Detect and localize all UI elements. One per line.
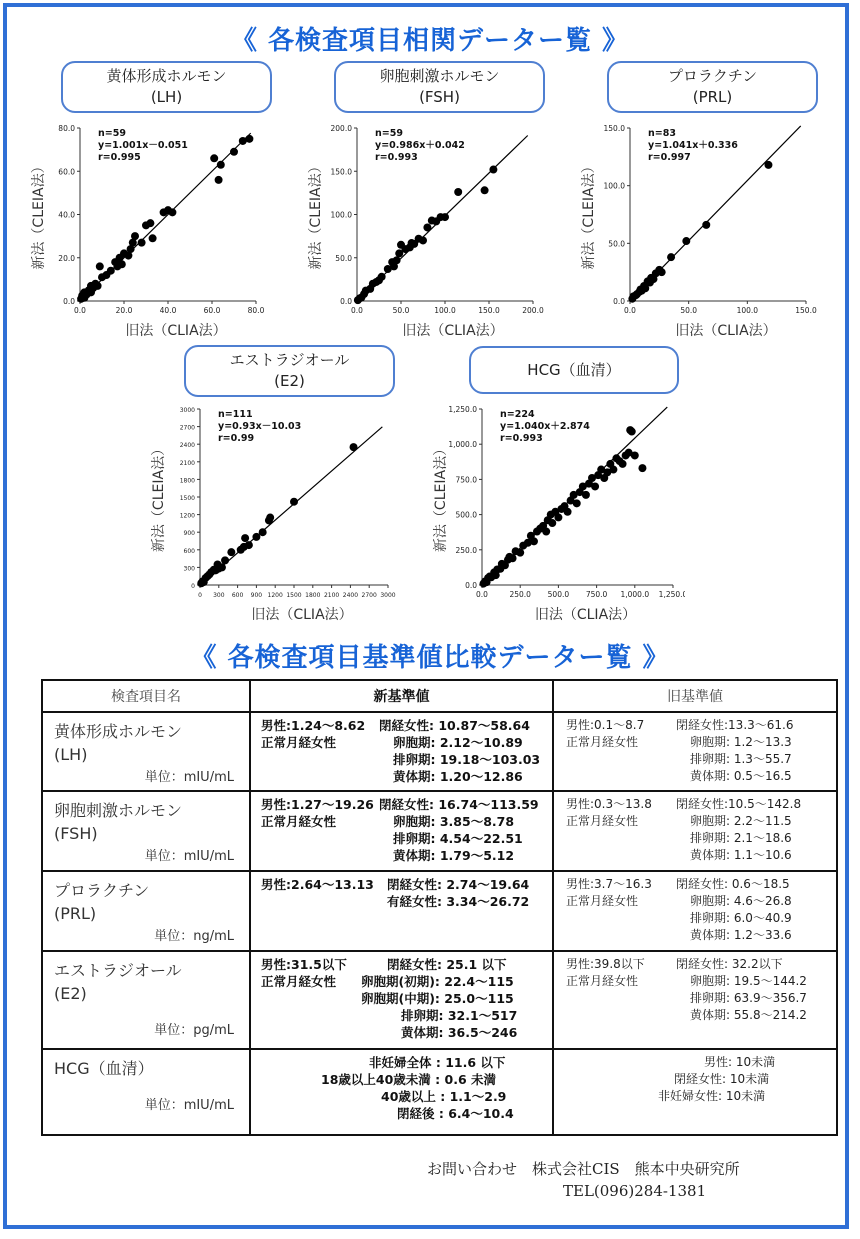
x-tick-label: 100.0 (434, 306, 456, 315)
x-axis-label: 旧法（CLIA法） (125, 323, 227, 339)
x-tick-label: 60.0 (203, 306, 221, 315)
y-axis-label: 新法（CLEIA法） (31, 159, 47, 270)
x-tick-label: 100.0 (736, 306, 759, 315)
x-tick-label: 3000 (380, 592, 396, 599)
x-tick-label: 900 (250, 592, 263, 599)
y-tick-label: 1200 (179, 512, 195, 520)
value: 排卵期: 6.0〜40.9 (690, 911, 792, 925)
y-tick-label: 50.0 (608, 239, 625, 249)
data-point (554, 513, 562, 521)
value: 男性: 10未満 (704, 1055, 776, 1069)
label-e2-name: エストラジオール (229, 351, 350, 369)
data-point (227, 548, 235, 556)
y-tick-label: 150.0 (603, 124, 625, 133)
data-point (118, 260, 126, 268)
x-tick-label: 500.0 (547, 590, 570, 599)
value: 排卵期: 4.54〜22.51 (393, 831, 523, 846)
x-tick-label: 1200 (267, 592, 283, 599)
scatter-plot-lh (28, 116, 268, 341)
value: 18歳以上40歳未満 : 0.6 未満 (321, 1072, 496, 1087)
data-point (245, 135, 253, 143)
data-point (419, 236, 427, 244)
chart-e2 (148, 397, 400, 625)
x-tick-label: 1500 (286, 592, 302, 599)
value: 黄体期: 36.5〜246 (401, 1025, 518, 1040)
x-tick-label: 250.0 (509, 590, 531, 599)
data-point (481, 186, 489, 194)
data-point (96, 262, 104, 270)
item-name: HCG（血清） (54, 1059, 154, 1078)
data-point (764, 161, 772, 169)
data-point (564, 508, 572, 516)
label-lh-abbr: (LH) (150, 88, 183, 106)
y-tick-label: 80.0 (58, 124, 75, 133)
y-tick-label: 300 (183, 565, 195, 573)
x-tick-label: 600 (231, 592, 244, 599)
value: 閉経女性: 16.74〜113.59 (379, 797, 539, 812)
regression-stat: r=0.997 (648, 152, 691, 163)
old-values (553, 871, 837, 951)
x-tick-label: 50.0 (680, 306, 698, 315)
regression-stat: r=0.993 (500, 433, 543, 444)
label-prl-abbr: (PRL) (692, 88, 733, 106)
value: 非妊婦女性: 10未満 (658, 1089, 766, 1103)
y-tick-label: 0.0 (613, 297, 625, 306)
item-abbr: (E2) (54, 984, 87, 1003)
value: 正常月経女性 (261, 974, 337, 989)
contact-line: お問い合わせ 株式会社CIS 熊本中央研究所 (427, 1160, 740, 1178)
x-tick-label: 1800 (305, 592, 321, 599)
data-point (573, 499, 581, 507)
data-point (619, 460, 627, 468)
table-row (42, 951, 837, 1049)
regression-stat: r=0.99 (218, 433, 255, 444)
data-point (591, 482, 599, 490)
y-tick-label: 100.0 (330, 210, 352, 220)
y-tick-label: 0.0 (465, 581, 477, 590)
data-point (393, 256, 401, 264)
data-point (266, 514, 274, 522)
value: 卵胞期: 1.2〜13.3 (690, 735, 792, 749)
data-point (241, 534, 249, 542)
y-tick-label: 1,000.0 (448, 440, 477, 450)
section-title-correlation: 《 各検査項目相関データー覧 》 (230, 26, 630, 56)
value: 閉経女性: 32.2以下 (676, 957, 783, 971)
scatter-plot-prl (578, 116, 818, 341)
data-point (530, 537, 538, 545)
data-point (667, 253, 675, 261)
label-lh-name: 黄体形成ホルモン (106, 67, 227, 85)
data-point (658, 268, 666, 276)
data-point (516, 549, 524, 557)
item-cell (42, 1049, 250, 1135)
value: 男性:39.8以下 (566, 957, 645, 971)
label-prl (607, 61, 818, 113)
label-hcg-name: HCG（血清） (527, 361, 621, 379)
data-point (290, 498, 298, 506)
value: 閉経後 : 6.4〜10.4 (397, 1106, 514, 1121)
y-axis-label: 新法（CLEIA法） (433, 441, 449, 553)
data-point (582, 491, 590, 499)
value: 排卵期: 1.3〜55.7 (690, 752, 792, 766)
item-name: プロラクチン (54, 881, 150, 900)
data-point (138, 239, 146, 247)
data-point (230, 148, 238, 156)
value: 排卵期: 63.9〜356.7 (690, 991, 807, 1005)
y-tick-label: 500.0 (455, 510, 477, 520)
regression-stat: n=59 (98, 128, 126, 139)
label-fsh-abbr: (FSH) (419, 88, 460, 106)
data-point (210, 154, 218, 162)
x-tick-label: 40.0 (159, 306, 177, 315)
value: 黄体期: 1.1〜10.6 (690, 848, 792, 862)
item-cell (42, 791, 250, 871)
unit: 単位：mIU/mL (144, 1098, 234, 1113)
value: 排卵期: 19.18〜103.03 (393, 752, 541, 767)
y-tick-label: 60.0 (58, 167, 75, 177)
x-tick-label: 200.0 (522, 306, 544, 315)
data-point (259, 528, 267, 536)
contact-phone: TEL(096)284-1381 (563, 1182, 707, 1200)
y-tick-label: 20.0 (58, 253, 75, 263)
data-point (107, 267, 115, 275)
data-point (215, 176, 223, 184)
y-tick-label: 200.0 (330, 124, 352, 133)
data-point (702, 221, 710, 229)
item-cell (42, 712, 250, 791)
new-values (250, 951, 553, 1049)
y-axis-label: 新法（CLEIA法） (151, 441, 167, 553)
data-point (542, 527, 550, 535)
new-values (250, 871, 553, 951)
y-tick-label: 2400 (179, 442, 195, 450)
chart-fsh (305, 116, 545, 341)
x-axis-label: 旧法（CLIA法） (675, 323, 777, 339)
value: 正常月経女性 (566, 735, 639, 749)
regression-stat: n=224 (500, 409, 535, 420)
x-axis-label: 旧法（CLIA法） (534, 607, 637, 623)
y-tick-label: 600 (183, 547, 195, 555)
value: 卵胞期(初期): 22.4〜115 (361, 974, 514, 989)
y-axis-label: 新法（CLEIA法） (308, 159, 324, 270)
label-fsh (334, 61, 545, 113)
x-tick-label: 150.0 (795, 306, 817, 315)
y-tick-label: 900 (183, 530, 195, 538)
table-row (42, 871, 837, 951)
data-point (378, 273, 386, 281)
value: 排卵期: 32.1〜517 (401, 1008, 518, 1023)
data-point (217, 161, 225, 169)
data-point (146, 219, 154, 227)
item-cell (42, 951, 250, 1049)
data-point (94, 282, 102, 290)
item-abbr: (PRL) (54, 904, 97, 923)
scatter-plot-hcg (430, 397, 685, 625)
x-tick-label: 1,250.0 (658, 590, 685, 599)
value: 男性:31.5以下 (261, 957, 347, 972)
data-point (628, 428, 636, 436)
value: 閉経女性:13.3〜61.6 (676, 718, 794, 732)
chart-prl (578, 116, 818, 341)
regression-stat: n=83 (648, 128, 676, 139)
value: 排卵期: 2.1〜18.6 (690, 831, 792, 845)
label-e2 (184, 345, 395, 397)
data-point (168, 208, 176, 216)
item-name: エストラジオール (54, 961, 182, 980)
data-point (509, 554, 517, 562)
y-tick-label: 2700 (179, 424, 195, 432)
value: 正常月経女性 (566, 974, 639, 988)
regression-stat: r=0.995 (98, 152, 141, 163)
item-abbr: (FSH) (54, 824, 98, 843)
y-tick-label: 1800 (179, 477, 195, 485)
x-tick-label: 0 (198, 592, 202, 599)
value: 男性:1.27〜19.26 (261, 797, 374, 812)
y-tick-label: 250.0 (455, 545, 477, 555)
y-tick-label: 750.0 (455, 475, 477, 485)
header-item: 検査項目名 (42, 680, 250, 712)
label-hcg (469, 346, 679, 394)
scatter-plot-e2 (148, 397, 400, 625)
label-fsh-name: 卵胞刺激ホルモン (379, 67, 500, 85)
reference-table (41, 679, 838, 1136)
x-tick-label: 20.0 (115, 306, 133, 315)
chart-hcg (430, 397, 685, 625)
item-name: 卵胞刺激ホルモン (54, 801, 183, 820)
value: 黄体期: 1.79〜5.12 (393, 848, 515, 863)
value: 男性:1.24〜8.62 (261, 718, 366, 733)
y-tick-label: 1500 (179, 495, 195, 502)
x-tick-label: 2400 (342, 592, 359, 599)
data-point (548, 519, 556, 527)
x-tick-label: 0.0 (351, 306, 363, 315)
unit: 単位：mIU/mL (144, 849, 234, 864)
label-e2-abbr: (E2) (274, 372, 305, 390)
regression-stat: y=1.001x－0.051 (98, 140, 188, 151)
value: 閉経女性: 10未満 (674, 1072, 770, 1086)
y-tick-label: 0.0 (63, 297, 75, 306)
regression-stat: y=0.986x＋0.042 (375, 140, 465, 151)
data-point (245, 541, 253, 549)
old-values (553, 951, 837, 1049)
old-values (553, 712, 837, 791)
data-point (609, 466, 617, 474)
regression-stat: y=1.040x＋2.874 (500, 421, 590, 432)
value: 黄体期: 1.20〜12.86 (393, 769, 523, 784)
unit: 単位：ng/mL (154, 929, 234, 944)
x-tick-label: 80.0 (247, 306, 265, 315)
x-tick-label: 150.0 (478, 306, 500, 315)
value: 卵胞期(中期): 25.0〜115 (361, 991, 514, 1006)
value: 閉経女性: 2.74〜19.64 (387, 877, 530, 892)
data-point (350, 443, 358, 451)
x-tick-label: 0.0 (624, 306, 636, 315)
new-values (250, 1049, 553, 1135)
value: 卵胞期: 19.5〜144.2 (690, 974, 807, 988)
x-tick-label: 50.0 (392, 306, 410, 315)
y-tick-label: 40.0 (58, 210, 75, 220)
y-tick-label: 0.0 (340, 297, 352, 306)
regression-stat: r=0.993 (375, 152, 418, 163)
x-tick-label: 2700 (361, 592, 377, 599)
value: 閉経女性: 10.87〜58.64 (379, 718, 530, 733)
regression-stat: y=1.041x＋0.336 (648, 140, 738, 151)
header-old: 旧基準値 (553, 680, 837, 712)
value: 男性:0.1〜8.7 (566, 718, 645, 732)
value: 閉経女性: 25.1 以下 (387, 957, 507, 972)
data-point (454, 188, 462, 196)
value: 男性:0.3〜13.8 (566, 797, 652, 811)
data-point (489, 166, 497, 174)
old-values (553, 791, 837, 871)
y-axis-label: 新法（CLEIA法） (581, 159, 597, 270)
scatter-plot-fsh (305, 116, 545, 341)
y-tick-label: 150.0 (330, 167, 352, 177)
value: 卵胞期: 4.6〜26.8 (690, 894, 792, 908)
value: 40歳以上 : 1.1〜2.9 (381, 1089, 507, 1104)
y-tick-label: 3000 (179, 407, 195, 414)
value: 男性:2.64〜13.13 (261, 877, 374, 892)
y-tick-label: 2100 (179, 459, 195, 467)
table-row (42, 712, 837, 791)
value: 卵胞期: 2.12〜10.89 (393, 735, 523, 750)
item-cell (42, 871, 250, 951)
y-tick-label: 1,250.0 (448, 405, 477, 414)
value: 黄体期: 1.2〜33.6 (690, 928, 792, 942)
data-point (218, 563, 226, 571)
old-values (553, 1049, 837, 1135)
x-axis-label: 旧法（CLIA法） (402, 323, 504, 339)
chart-lh (28, 116, 268, 341)
x-tick-label: 2100 (323, 592, 340, 599)
x-tick-label: 1,000.0 (620, 590, 650, 599)
y-tick-label: 50.0 (335, 253, 352, 263)
item-abbr: (LH) (54, 745, 88, 764)
label-prl-name: プロラクチン (667, 67, 758, 85)
value: 正常月経女性 (566, 894, 639, 908)
x-axis-label: 旧法（CLIA法） (251, 607, 353, 623)
y-tick-label: 100.0 (603, 181, 625, 191)
value: 非妊婦全体 : 11.6 以下 (369, 1055, 506, 1070)
unit: 単位：pg/mL (154, 1023, 234, 1038)
label-lh (61, 61, 272, 113)
value: 正常月経女性 (261, 814, 337, 829)
data-point (221, 556, 229, 564)
data-point (638, 464, 646, 472)
x-tick-label: 300 (213, 592, 225, 599)
unit: 単位：mIU/mL (144, 770, 234, 785)
value: 閉経女性: 0.6〜18.5 (676, 877, 790, 891)
header-new: 新基準値 (250, 680, 553, 712)
value: 正常月経女性 (566, 814, 639, 828)
regression-stat: n=59 (375, 128, 403, 139)
data-point (423, 223, 431, 231)
item-name: 黄体形成ホルモン (54, 722, 183, 741)
data-point (631, 451, 639, 459)
data-point (682, 237, 690, 245)
data-point (129, 239, 137, 247)
value: 正常月経女性 (261, 735, 337, 750)
value: 男性:3.7〜16.3 (566, 877, 652, 891)
new-values (250, 712, 553, 791)
new-values (250, 791, 553, 871)
regression-stat: y=0.93x－10.03 (218, 421, 302, 432)
value: 黄体期: 55.8〜214.2 (690, 1008, 807, 1022)
y-tick-label: 0 (191, 583, 195, 590)
table-row (42, 791, 837, 871)
data-point (441, 213, 449, 221)
x-tick-label: 0.0 (74, 306, 86, 315)
value: 卵胞期: 2.2〜11.5 (690, 814, 792, 828)
x-tick-label: 750.0 (585, 590, 608, 599)
value: 黄体期: 0.5〜16.5 (690, 769, 792, 783)
value: 卵胞期: 3.85〜8.78 (393, 814, 515, 829)
table-row (42, 1049, 837, 1135)
data-point (149, 234, 157, 242)
value: 有経女性: 3.34〜26.72 (387, 894, 530, 909)
regression-stat: n=111 (218, 409, 253, 420)
x-tick-label: 0.0 (476, 590, 488, 599)
section-title-reference: 《 各検査項目基準値比較データー覧 》 (190, 643, 670, 673)
value: 閉経女性:10.5〜142.8 (676, 797, 802, 811)
